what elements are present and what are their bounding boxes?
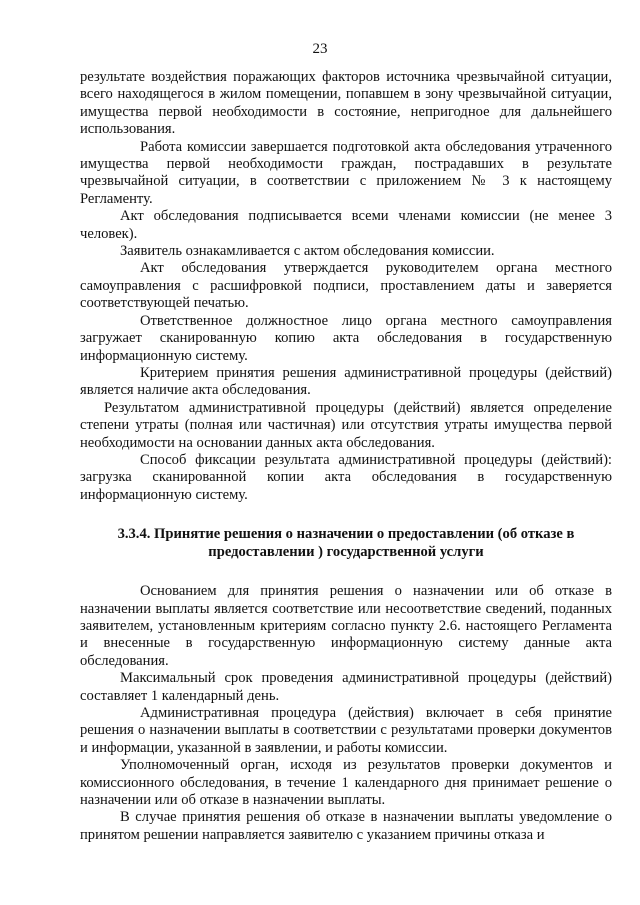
section-heading-line-1: 3.3.4. Принятие решения о назначении о предоставлении (об отказе в [117, 526, 575, 543]
page-number: 23 [312, 41, 328, 57]
paragraph-act-signed: Акт обследования подписывается всеми членами комиссии (не менее 3 человек). [80, 208, 612, 242]
paragraph-fixation-method: Способ фиксации результата административной процедуры (действий): загрузка сканированной копии акта обследования в государственную информационную систему. [80, 451, 612, 503]
paragraph-result: Результатом административной процедуры (действий) является определение степени утраты (полная или частичная) или отсутствия утраты имущества первой необходимости на основании данных акта обследования. [80, 399, 612, 451]
paragraph-continuation: результате воздействия поражающих факторов источника чрезвычайной ситуации, всего находящегося в жилом помещении, попавшем в зону чрезвычайной ситуации, имущества первой необходимости в состояние, непригодное для дальнейшего использования. [80, 69, 612, 138]
document-body [80, 69, 612, 844]
section-heading-line-2: предоставлении ) государственной услуги [208, 544, 484, 561]
paragraph-criterion: Критерием принятия решения административной процедуры (действий) является наличие акта обследования. [80, 364, 612, 399]
paragraph-procedure-includes: Административная процедура (действия) включает в себя принятие решения о назначении выплаты в соответствии с результатами проверки документов и информации, указанной в заявлении, и работы комиссии. [80, 705, 612, 756]
paragraph-max-term: Максимальный срок проведения административной процедуры (действий) составляет 1 календарный день. [80, 670, 612, 704]
paragraph-authorized-body: Уполномоченный орган, исходя из результатов проверки документов и комиссионного обследования, в течение 1 календарного дня принимает решение о назначении или об отказе в назначении выплаты. [80, 757, 612, 809]
section-heading [80, 525, 612, 561]
paragraph-act-approved: Акт обследования утверждается руководителем органа местного самоуправления с расшифровкой подписи, проставлением даты и заверяется соответствующей печатью. [80, 260, 612, 312]
paragraph-applicant-informed: Заявитель ознакамливается с актом обследования комиссии. [120, 243, 495, 260]
paragraph-refusal-notice: В случае принятия решения об отказе в назначении выплаты уведомление о принятом решении направляется заявителю с указанием причины отказа и [80, 809, 612, 843]
paragraph-responsible-official: Ответственное должностное лицо органа местного самоуправления загружает сканированную копию акта обследования в государственную информационную систему. [80, 312, 612, 364]
paragraph-basis: Основанием для принятия решения о назначении или об отказе в назначении выплаты является соответствие или несоответствие сведений, поданных заявителем, установленным критериям согласно пункту 2.6. настоящего Регламента и внесенные в государственную информационную систему данные акта обследования. [80, 583, 612, 669]
paragraph-commission-work: Работа комиссии завершается подготовкой акта обследования утраченного имущества первой необходимости граждан, пострадавших в результате чрезвычайной ситуации, в соответствии с приложением № 3 к настоящему Регламенту. [80, 138, 612, 207]
